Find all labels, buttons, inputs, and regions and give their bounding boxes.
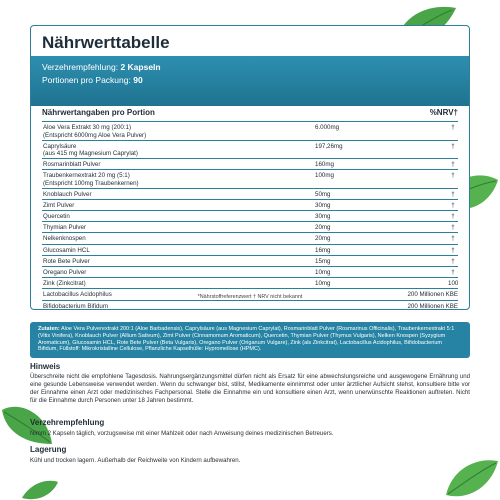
nutrient-name-main: Caprylsäure <box>43 142 77 150</box>
dose-label: Verzehrempfehlung: <box>42 62 119 72</box>
nutrient-amount: 6.000mg <box>315 124 340 131</box>
dose-line <box>42 62 161 72</box>
nutrient-amount: 200 Millionen KBE <box>407 302 458 310</box>
nutrient-name-main: Quercetin <box>43 213 70 221</box>
nutrient-nrv: † <box>451 269 455 276</box>
nutrient-name <box>43 191 92 199</box>
portions-line <box>42 75 143 85</box>
nutrition-table-card <box>30 25 470 310</box>
nutrient-amount: 16mg <box>315 246 331 254</box>
table-row <box>42 267 458 278</box>
nutrient-name <box>43 269 86 277</box>
footnote: *Nährstoffreferenzwert † NRV nicht bekannt <box>197 294 303 300</box>
table-row <box>42 122 458 141</box>
table-row <box>42 159 458 170</box>
table-row <box>42 245 458 256</box>
ingredients-text: Aloe Vera Pulverextrakt 200:1 (Aloe Barbadensis), Caprylsäure (aus Magnesium Caprylat), Rosmarinblatt Pulver (Rosmarinus Officinalis), Traubenkernextrakt 5:1 (Vitis Vinifera), Knoblauch Pulver (Allium Sativum), Zimt Pulver (Cinnamomum Aromaticum), Quercetin, Thymian Pulver (Thymus Vulgaris), Nelken Knospen (Syzygium Aromaticum), Glucosamin HCL, Rote Bete Pulver (Beta Vulgaris), Oregano Pulver (Origanum Vulgare), Zink (als Zinkcitrat), Lactobacillus Acidophilus, Bifidobacterium Bifidum, Füllstoff: Mikrokristalline Cellulose, Pflanzliche Kapselhülle: Hypromellose (HPMC). <box>38 326 455 353</box>
table-row <box>42 189 458 200</box>
nutrient-amount: 30mg <box>315 213 331 221</box>
nutrient-name <box>43 235 86 243</box>
nutrient-nrv: † <box>451 224 455 232</box>
dose-value: 2 Kapseln <box>120 62 161 72</box>
table-row <box>42 170 458 189</box>
table-row <box>42 233 458 244</box>
table-row <box>42 222 458 233</box>
nutrient-name-main: Aloe Vera Extrakt 30 mg (200:1) <box>43 124 132 131</box>
nutrient-name <box>43 143 138 158</box>
nutrient-nrv: † <box>451 201 455 209</box>
nutrient-nrv: † <box>451 142 455 150</box>
nutrient-amount: 197,26mg <box>315 142 343 150</box>
nutrient-name <box>43 172 139 187</box>
nutrient-amount: 160mg <box>315 161 334 168</box>
nutrient-nrv: † <box>451 246 455 254</box>
nutrient-name-main: Oregano Pulver <box>43 269 87 276</box>
hinweis-heading: Hinweis <box>30 362 61 371</box>
lagerung-text: Kühl und trocken lagern. Außerhalb der Reichweite von Kindern aufbewahren. <box>30 457 241 464</box>
nutrient-name-main: Rote Bete Pulver <box>43 257 90 265</box>
nutrient-name <box>43 161 100 169</box>
table-row <box>42 200 458 211</box>
leaf-decoration-icon <box>20 478 60 500</box>
nutrient-amount: 30mg <box>315 201 331 209</box>
lagerung-heading: Lagerung <box>30 445 67 454</box>
serving-info-banner <box>31 56 469 106</box>
nutrient-amount: 10mg <box>315 269 331 276</box>
table-row <box>42 278 458 289</box>
nutrient-name-sub: (Entspricht 100mg Traubenkernen) <box>43 179 139 187</box>
verzehr-text: Nimm 2 Kapseln täglich, vorzugsweise mit einer Mahlzeit oder nach Anweisung deines medizinischen Betreuers. <box>30 430 334 437</box>
nutrient-amount: 20mg <box>315 235 331 243</box>
nutrient-nrv: 100 <box>448 280 459 288</box>
header-label: Nährwertangaben pro Portion <box>42 108 155 117</box>
nutrient-name <box>43 202 74 210</box>
nutrient-name-main: Zimt Pulver <box>43 201 75 209</box>
nutrient-amount: 50mg <box>315 190 331 198</box>
table-row <box>42 301 458 310</box>
portions-label: Portionen pro Packung: <box>42 75 131 85</box>
nutrient-amount: 100mg <box>315 172 334 180</box>
nutrient-name-main: Bifidobacterium Bifidum <box>43 302 108 310</box>
nutrient-name-sub: (Entspricht 6000mg Aloe Vera Pulver) <box>43 131 147 139</box>
nutrient-name-main: Glucosamin HCL <box>43 246 90 254</box>
nutrient-nrv: † <box>451 190 455 198</box>
nutrient-name <box>43 224 86 232</box>
ingredients-box <box>30 322 470 358</box>
nutrient-nrv: † <box>451 235 455 243</box>
nutrient-name <box>43 258 90 266</box>
nutrient-nrv: † <box>451 213 455 221</box>
portions-value: 90 <box>133 75 143 85</box>
nutrient-nrv: † <box>451 257 455 265</box>
nutrient-name-main: Zink (Zinkcitrat) <box>43 280 86 288</box>
nutrient-name-main: Knoblauch Pulver <box>43 190 92 198</box>
nutrient-name-sub: (aus 415 mg Magnesium Caprylat) <box>43 150 138 158</box>
nutrient-nrv: † <box>451 172 455 180</box>
header-nrv: %NRV† <box>429 108 458 117</box>
nutrient-name-main: Nelkenknospen <box>43 235 86 243</box>
nutrient-amount: 200 Millionen KBE <box>407 291 458 299</box>
nutrient-name <box>43 213 70 221</box>
nutrient-name-main: Rosmarinblatt Pulver <box>43 161 101 168</box>
nutrient-rows <box>42 122 458 310</box>
table-header <box>42 108 458 122</box>
nutrient-name <box>43 247 90 255</box>
nutrient-name <box>43 303 108 310</box>
hinweis-text: Überschreite nicht die empfohlene Tagesdosis. Nahrungsergänzungsmittel dürfen nicht als Ersatz für eine abwechslungsreiche und ausgewogene Ernährung und eine gesunde Lebensweise verwendet werden. Wenn du schwanger bist, stillst, Medikamente einnimmst oder unter ärztlicher Aufsicht stehst, konsultiere bitte vor der Einnahme einen Arzt oder medizinisches Fachpersonal. Stelle die Einnahme ein und konsultiere einen Arzt, wenn unerwünschte Reaktionen auftreten. Nicht für die Einnahme durch Personen unter 18 Jahren bestimmt. <box>30 373 470 404</box>
nutrient-nrv: † <box>451 124 455 131</box>
nutrient-name-main: Thymian Pulver <box>43 224 86 232</box>
nutrient-name <box>43 280 86 288</box>
card-title: Nährwerttabelle <box>42 33 170 52</box>
nutrient-amount: 15mg <box>315 257 331 265</box>
table-row <box>42 141 458 160</box>
nutrient-name <box>43 124 146 139</box>
nutrient-amount: 20mg <box>315 224 331 232</box>
table-row <box>42 256 458 267</box>
nutrient-name-main: Lactobacillus Acidophilus <box>43 291 112 299</box>
ingredients-label: Zutaten: <box>38 326 60 332</box>
nutrient-name-main: Traubenkernextrakt 20 mg (5:1) <box>43 172 130 180</box>
nutrient-amount: 10mg <box>315 280 331 288</box>
table-row <box>42 211 458 222</box>
nutrient-nrv: † <box>451 161 455 168</box>
verzehr-heading: Verzehrempfehlung <box>30 418 105 427</box>
